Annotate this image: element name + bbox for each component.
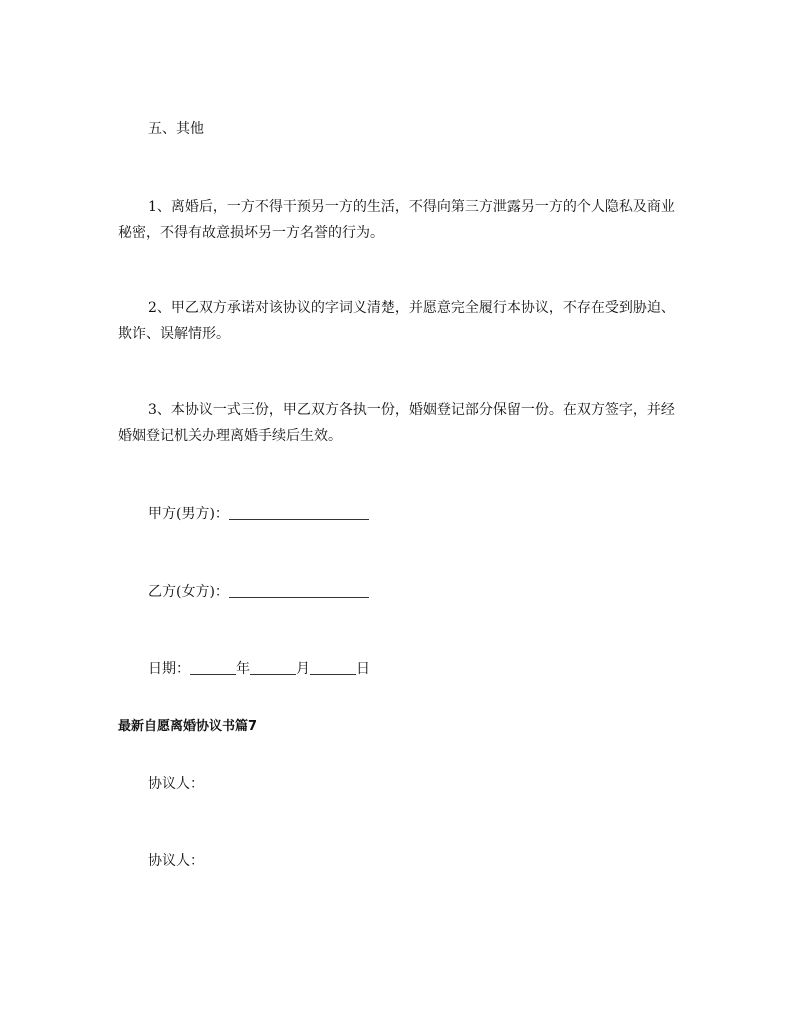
year-label: 年 [236, 661, 250, 677]
clause-2: 2、甲乙双方承诺对该协议的字词义清楚，并愿意完全履行本协议，不存在受到胁迫、欺诈、误解情形。 [118, 300, 675, 342]
party-b-signature-line [229, 583, 369, 598]
date-label: 日期： [148, 661, 190, 677]
party-a-label: 甲方(男方)： [148, 506, 229, 522]
section-title: 五、其他 [148, 121, 204, 137]
party-b-signature-row [148, 579, 369, 605]
month-blank [250, 660, 296, 675]
party-b-label: 乙方(女方)： [148, 584, 229, 600]
day-blank [310, 660, 356, 675]
party-a-signature-row [148, 501, 369, 527]
date-row [148, 656, 370, 682]
clause-3: 3、本协议一式三份，甲乙双方各执一份，婚姻登记部分保留一份。在双方签字，并经婚姻登记机关办理离婚手续后生效。 [118, 402, 675, 444]
year-blank [190, 660, 236, 675]
day-label: 日 [356, 661, 370, 677]
month-label: 月 [296, 661, 310, 677]
next-section-heading: 最新自愿离婚协议书篇7 [118, 719, 258, 734]
party-a-signature-line [229, 505, 369, 520]
party-label-2: 协议人： [148, 853, 204, 869]
party-label-1: 协议人： [148, 776, 204, 792]
clause-1: 1、离婚后，一方不得干预另一方的生活，不得向第三方泄露另一方的个人隐私及商业秘密，不得有故意损坏另一方名誉的行为。 [118, 199, 675, 241]
